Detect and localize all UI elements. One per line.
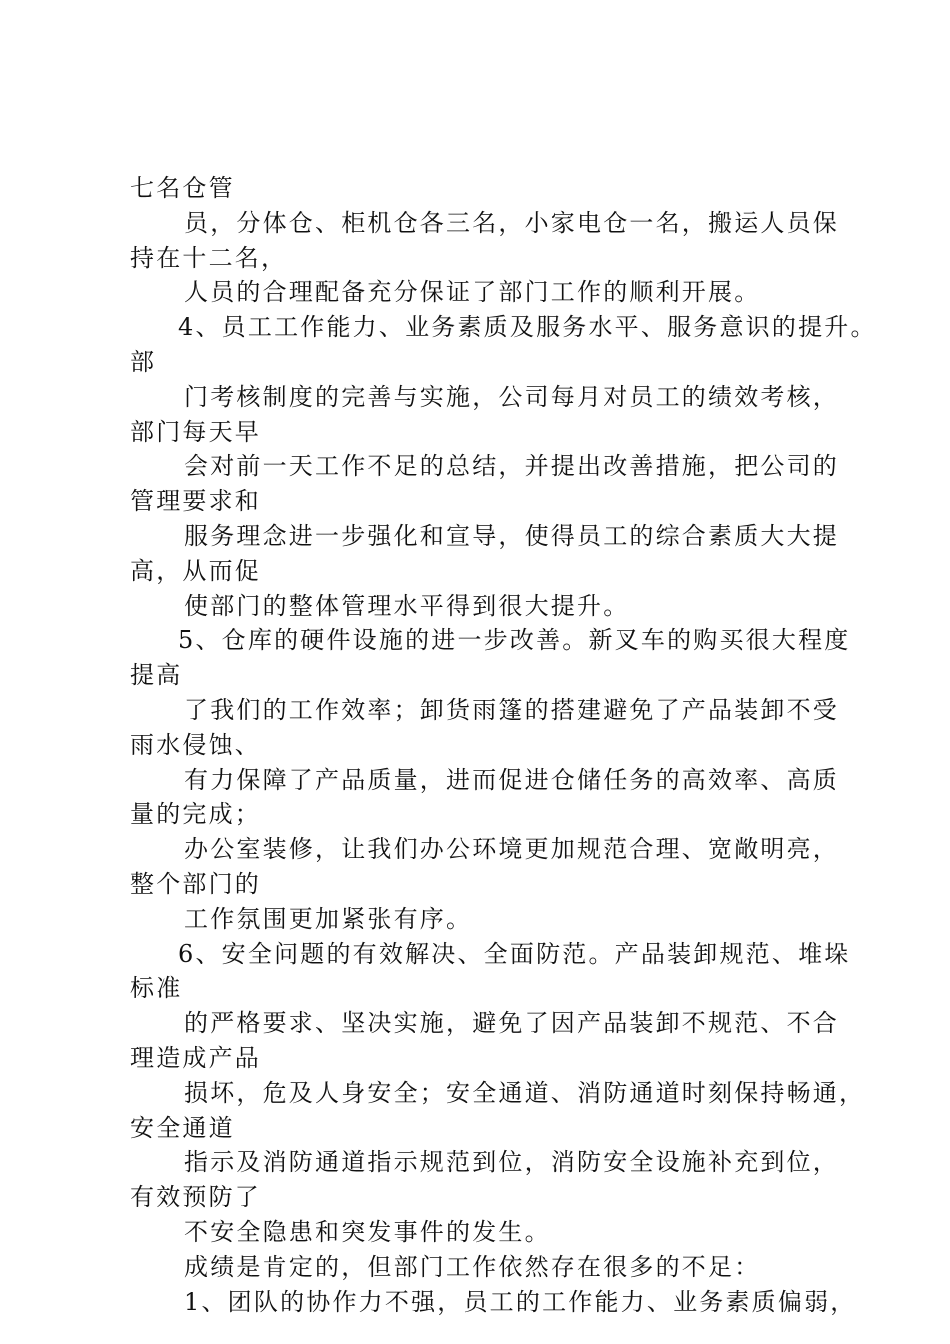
text-line: 理造成产品	[130, 1043, 261, 1072]
text-line: 6、安全问题的有效解决、全面防范。产品装卸规范、堆垛	[178, 939, 851, 968]
text-line: 使部门的整体管理水平得到很大提升。	[184, 591, 630, 620]
document-body	[130, 171, 877, 1319]
text-line: 指示及消防通道指示规范到位，消防安全设施补充到位，	[184, 1148, 839, 1177]
text-line: 有力保障了产品质量，进而促进仓储任务的高效率、高质	[184, 765, 839, 794]
text-line: 员，分体仓、柜机仓各三名，小家电仓一名，搬运人员保	[184, 208, 839, 237]
text-line: 1、团队的协作力不强，员工的工作能力、业务素质偏弱，	[184, 1287, 857, 1316]
text-line: 管理要求和	[130, 487, 261, 516]
text-line: 不安全隐患和突发事件的发生。	[184, 1217, 551, 1246]
text-line: 办公室装修，让我们办公环境更加规范合理、宽敞明亮，	[184, 835, 839, 864]
text-line: 雨水侵蚀、	[130, 730, 261, 759]
text-line: 会对前一天工作不足的总结，并提出改善措施，把公司的	[184, 452, 839, 481]
text-line: 标准	[130, 974, 183, 1003]
text-line: 高，从而促	[130, 556, 261, 585]
text-line: 部门每天早	[130, 417, 261, 446]
text-line: 服务理念进一步强化和宣导，使得员工的综合素质大大提	[184, 521, 839, 550]
text-line: 5、仓库的硬件设施的进一步改善。新叉车的购买很大程度	[178, 626, 851, 655]
text-line: 量的完成；	[130, 800, 261, 829]
text-line: 整个部门的	[130, 869, 261, 898]
text-line: 了我们的工作效率；卸货雨篷的搭建避免了产品装卸不受	[184, 695, 839, 724]
text-line: 持在十二名，	[130, 243, 288, 272]
text-line: 门考核制度的完善与实施，公司每月对员工的绩效考核，	[184, 382, 839, 411]
text-line: 损坏，危及人身安全；安全通道、消防通道时刻保持畅通，	[184, 1078, 866, 1107]
text-line: 工作氛围更加紧张有序。	[184, 904, 473, 933]
text-line: 人员的合理配备充分保证了部门工作的顺利开展。	[184, 278, 761, 307]
text-line: 有效预防了	[130, 1183, 261, 1212]
text-line: 七名仓管	[130, 174, 235, 202]
text-line: 4、员工工作能力、业务素质及服务水平、服务意识的提升。	[178, 313, 877, 342]
text-line: 的严格要求、坚决实施，避免了因产品装卸不规范、不合	[184, 1009, 839, 1038]
text-line: 提高	[130, 661, 183, 690]
text-line: 安全通道	[130, 1113, 235, 1142]
text-line: 成绩是肯定的，但部门工作依然存在很多的不足：	[184, 1252, 761, 1281]
text-line: 部	[130, 347, 157, 376]
